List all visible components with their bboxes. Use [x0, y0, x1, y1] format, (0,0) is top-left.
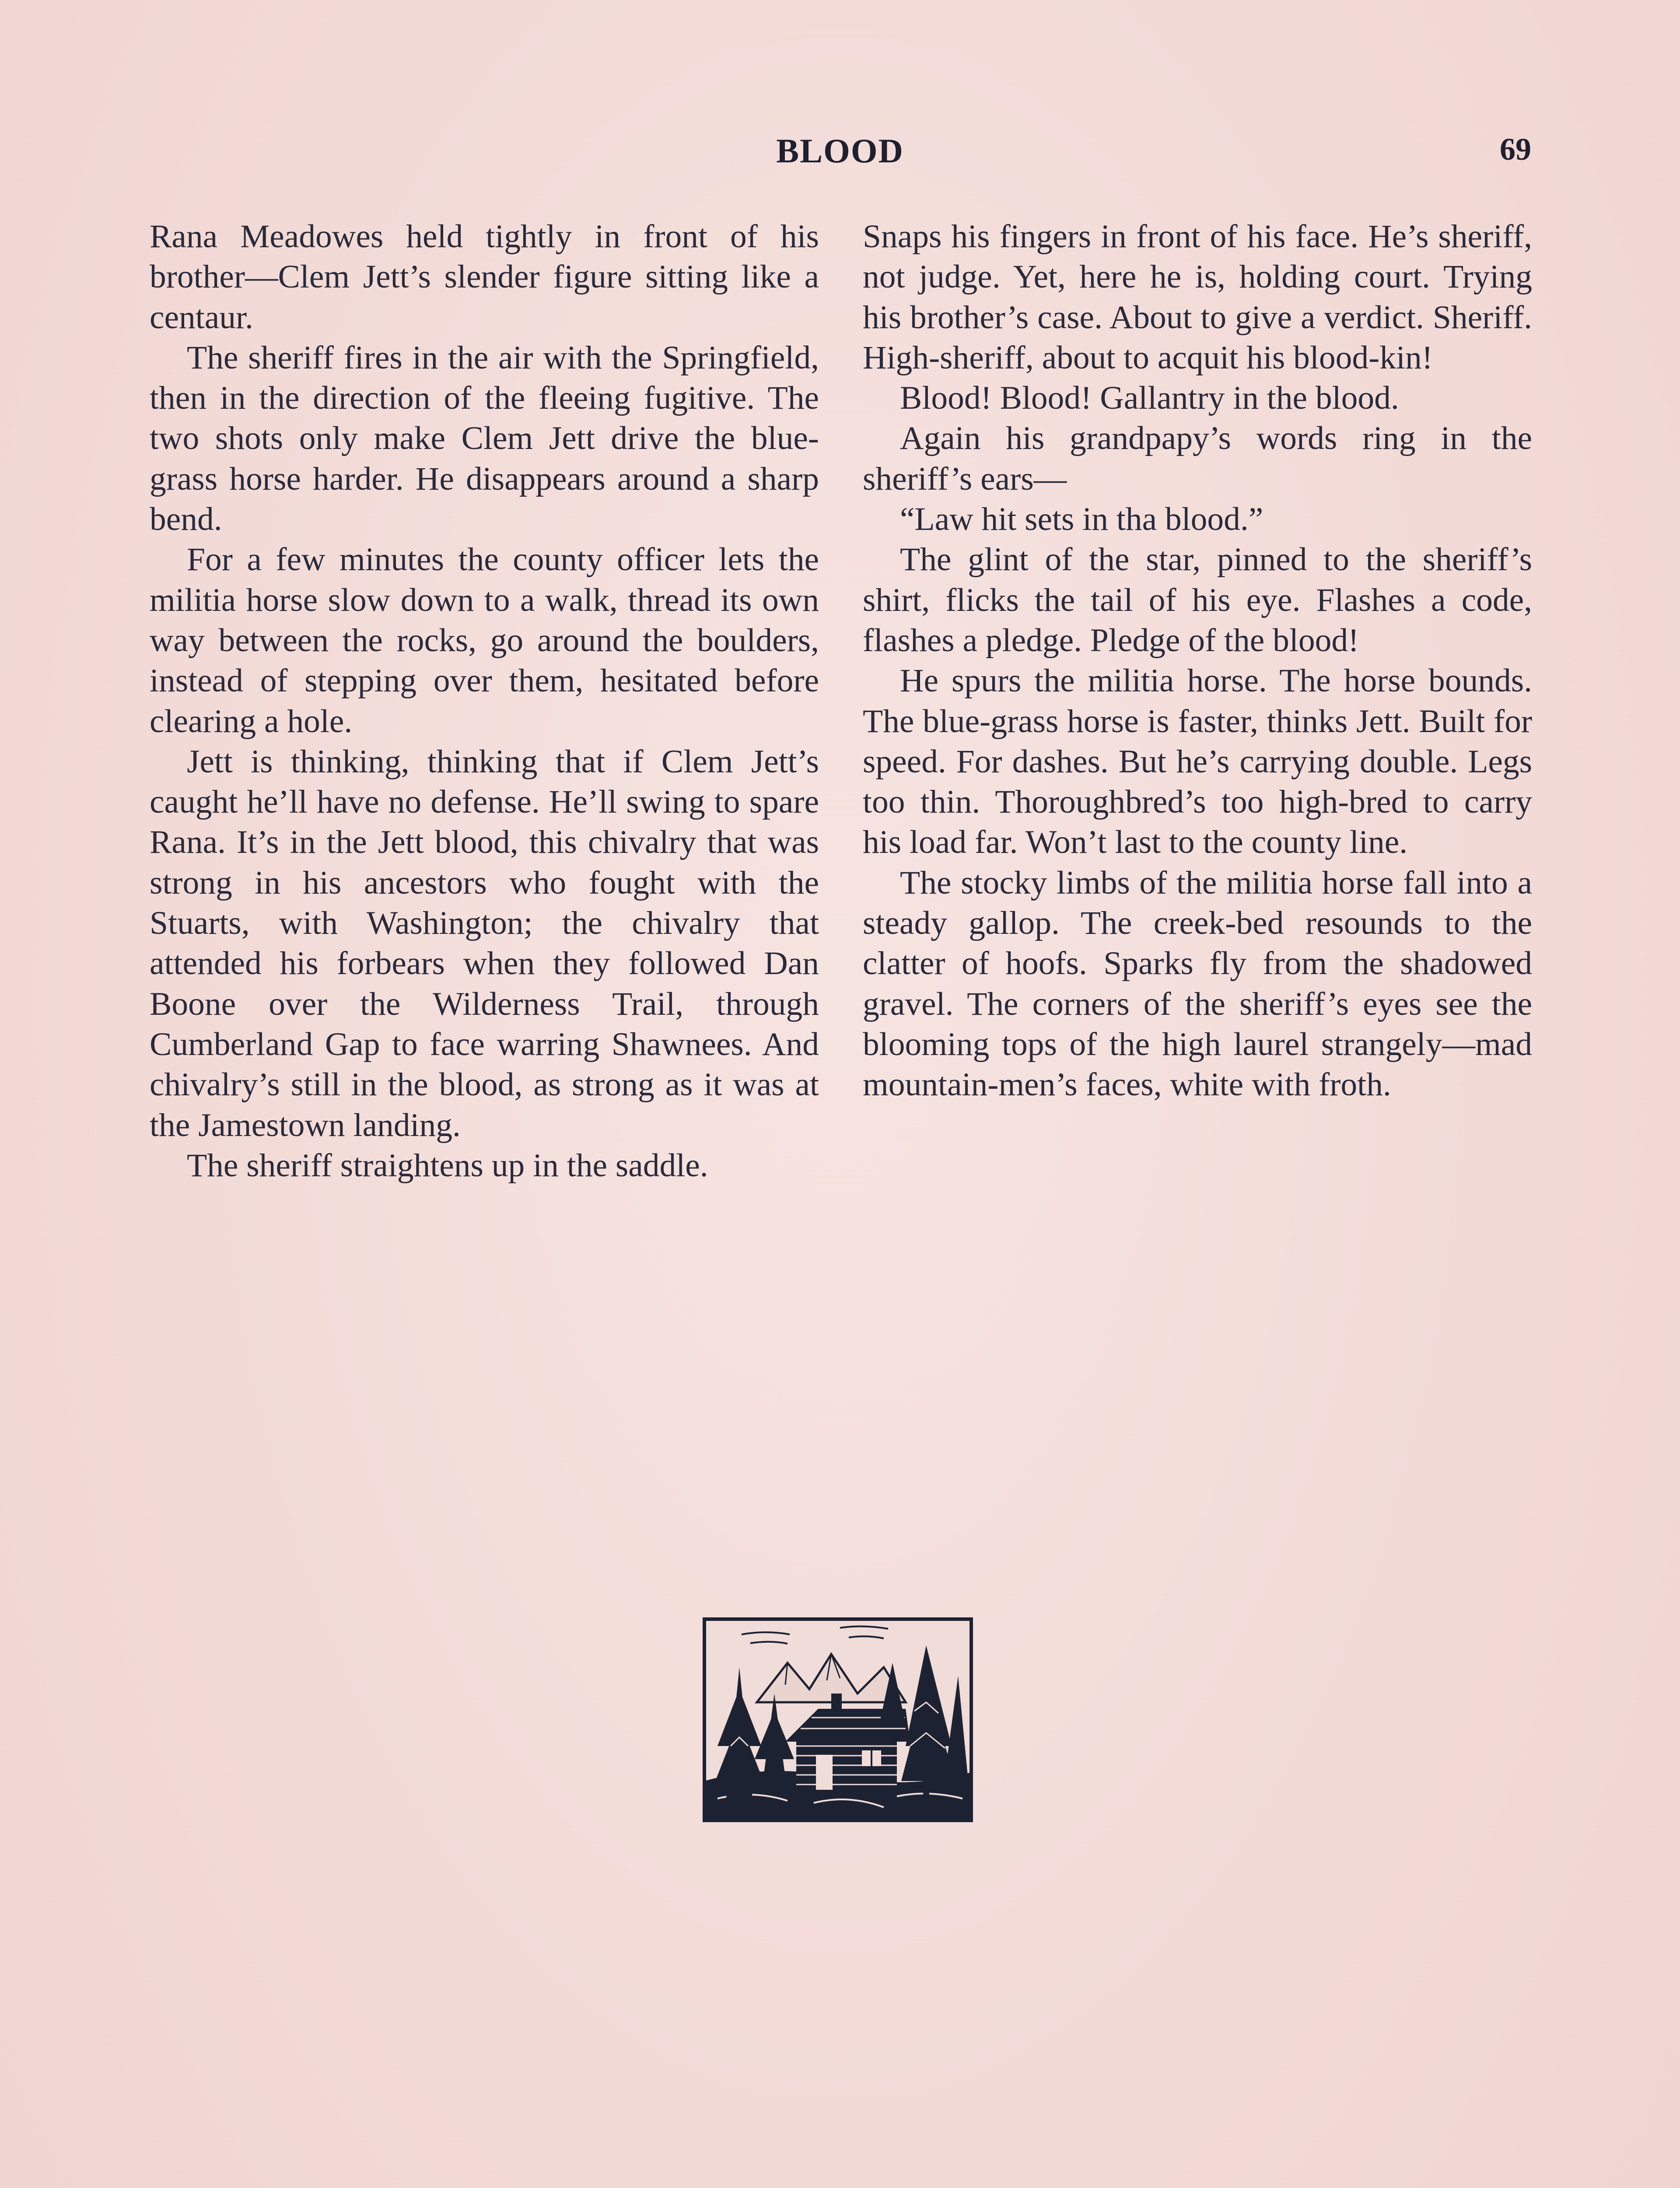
- paragraph: Again his grandpapy’s words ring in the sheriff’s ears—: [863, 420, 1532, 497]
- text-column-left: [150, 217, 819, 1186]
- running-title: BLOOD: [776, 132, 904, 170]
- paragraph: “Law hit sets in tha blood.”: [900, 501, 1264, 538]
- paragraph: Blood! Blood! Gallantry in the blood.: [900, 380, 1399, 417]
- paragraph: Jett is thinking, thinking that if Clem Jett’s caught he’ll have no defense. He’ll swing to spare Rana. It’s in the Jett blood, this chivalry that was strong in his ancestors who fought with the Stuarts, with Washington; the chivalry that attended his forbears when they followed Dan Boone over the Wilderness Trail, through Cumberland Gap to face warring Shawnees. And chivalry’s still in the blood, as strong as it was at the Jamestown landing.: [150, 743, 819, 1143]
- paragraph: The sheriff straightens up in the saddle.: [187, 1147, 708, 1184]
- page-number: 69: [1500, 132, 1531, 167]
- paragraph: The glint of the star, pinned to the sheriff’s shirt, flicks the tail of his eye. Flashes a code, flashes a pledge. Pledge of the blood!: [863, 541, 1532, 659]
- cabin-woodcut-icon: [700, 1615, 976, 1825]
- running-head: [149, 131, 1531, 175]
- paragraph: The stocky limbs of the militia horse fall into a steady gallop. The creek-bed resounds to the clatter of hoofs. Sparks fly from the shadowed gravel. The corners of the sheriff’s eyes see the blooming tops of the high laurel strangely—mad mountain-men’s faces, white with froth.: [863, 864, 1532, 1103]
- paragraph: Rana Meadowes held tightly in front of his brother—Clem Jett’s slender figure sitting like a centaur.: [150, 218, 819, 336]
- paragraph: The sheriff fires in the air with the Springfield, then in the direction of the fleeing fugitive. The two shots only make Clem Jett drive the blue-grass horse harder. He disappears around a sharp bend.: [150, 339, 819, 538]
- paragraph: For a few minutes the county officer lets the militia horse slow down to a walk, thread its own way between the rocks, go around the boulders, instead of stepping over them, hesitated before clearing a hole.: [150, 541, 819, 740]
- paragraph: He spurs the militia horse. The horse bounds. The blue-grass horse is faster, thinks Jett. Built for speed. For dashes. But he’s carrying double. Legs too thin. Thoroughbred’s too high-bred to carry his load far. Won’t last to the county line.: [863, 663, 1532, 861]
- text-column-right: [863, 217, 1532, 1105]
- paragraph: Snaps his fingers in front of his face. He’s sheriff, not judge. Yet, here he is, holding court. Trying his brother’s case. About to give a verdict. Sheriff. High-sheriff, about to acquit his blood-kin!: [863, 218, 1532, 376]
